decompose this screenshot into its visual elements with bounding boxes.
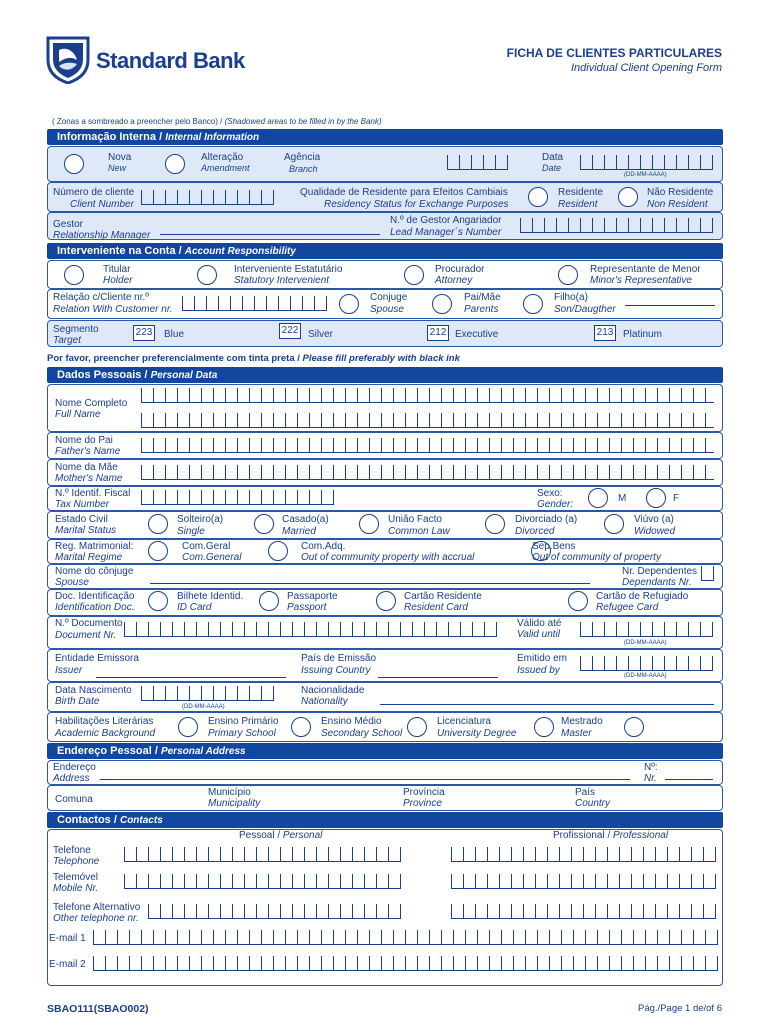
client-number-input[interactable]: [141, 190, 274, 205]
endereco-input[interactable]: [100, 779, 630, 780]
lead-manager-label: N.º de Gestor Angariador: [390, 215, 502, 226]
date-format: (DD-MM-AAAA): [624, 172, 667, 178]
nascimento-label: Data Nascimento: [55, 685, 132, 696]
com-geral-radio[interactable]: [148, 541, 168, 561]
nascimento-format: (DD-MM-AAAA): [182, 704, 225, 710]
nova-label: Nova: [108, 152, 132, 163]
licenciatura-radio[interactable]: [407, 717, 427, 737]
standard-bank-logo-shield-icon: [45, 36, 91, 84]
procurador-label: Procurador: [435, 264, 485, 275]
doc-id-label: Doc. Identificação: [55, 591, 135, 602]
bilhete-radio[interactable]: [148, 591, 168, 611]
uniao-radio[interactable]: [359, 514, 379, 534]
titular-radio[interactable]: [64, 265, 84, 285]
emitido-input[interactable]: [580, 656, 713, 671]
segment-code-silver[interactable]: 222: [279, 323, 301, 339]
estatutario-radio[interactable]: [197, 265, 217, 285]
tax-input[interactable]: [141, 490, 334, 505]
conjuge-label: Conjuge: [370, 292, 408, 303]
segment-code-platinum[interactable]: 213: [594, 325, 616, 341]
valido-format: (DD-MM-AAAA): [624, 640, 667, 646]
emissora-input[interactable]: [96, 677, 286, 678]
nacionalidade-label: Nacionalidade: [301, 685, 365, 696]
client-number-label: Número de cliente: [53, 187, 135, 198]
spouse-label: Nome do cônjuge: [55, 566, 134, 577]
municipio-label: Município: [208, 787, 251, 798]
telefone-profissional-input[interactable]: [451, 847, 716, 862]
telemovel-pessoal-input[interactable]: [124, 874, 401, 889]
solteiro-radio[interactable]: [148, 514, 168, 534]
agencia-label: Agência: [284, 152, 321, 163]
provincia-label: Província: [403, 787, 445, 798]
telemovel-label: Telemóvel: [53, 872, 99, 883]
sexo-m-radio[interactable]: [588, 488, 608, 508]
doc-nr-input[interactable]: [124, 622, 497, 637]
conjuge-radio[interactable]: [339, 294, 359, 314]
nao-residente-radio[interactable]: [618, 187, 638, 207]
pais-emissao-input[interactable]: [378, 677, 498, 678]
divorciado-radio[interactable]: [485, 514, 505, 534]
telemovel-profissional-input[interactable]: [451, 874, 716, 889]
alternativo-profissional-input[interactable]: [451, 904, 716, 919]
telefone-pessoal-input[interactable]: [124, 847, 401, 862]
regime-label: Reg. Matrimonial:: [55, 541, 134, 552]
email1-label: E-mail 1: [49, 933, 86, 944]
filho-input[interactable]: [625, 305, 715, 306]
tax-label: N.º Identif. Fiscal: [55, 488, 131, 499]
segmento-label: Segmento: [53, 324, 99, 335]
segment-code-blue[interactable]: 223: [133, 325, 155, 341]
full-name-input-1[interactable]: [141, 388, 714, 403]
lead-manager-input[interactable]: [520, 218, 713, 233]
full-name-input-2[interactable]: [141, 413, 714, 428]
sexo-f-label: F: [673, 493, 680, 504]
father-input[interactable]: [141, 438, 714, 453]
father-label: Nome do Pai: [55, 435, 113, 446]
emitido-format: (DD-MM-AAAA): [624, 673, 667, 679]
mother-input[interactable]: [141, 465, 714, 480]
passaporte-radio[interactable]: [259, 591, 279, 611]
alternativo-label: Telefone Alternativo: [53, 902, 141, 913]
gestor-label: Gestor: [53, 219, 84, 230]
alteracao-label: Alteração: [201, 152, 244, 163]
alternativo-pessoal-input[interactable]: [148, 904, 401, 919]
filho-label: Filho(a): [554, 292, 588, 303]
nacionalidade-input[interactable]: [380, 704, 714, 705]
address-row-2: [47, 785, 723, 811]
dependents-input[interactable]: [701, 566, 714, 581]
segment-code-executive[interactable]: 212: [427, 325, 449, 341]
sexo-m-label: M: [618, 493, 627, 504]
shaded-note: ( Zonas a sombreado a preencher pelo Banco) / (Shadowed areas to be filled in by the Bank): [52, 117, 382, 126]
contacts-header: Contactos / Contacts: [47, 812, 723, 828]
personal-data-header: Dados Pessoais / Personal Data: [47, 367, 723, 383]
nascimento-input[interactable]: [141, 686, 274, 701]
emissora-label: Entidade Emissora: [55, 653, 139, 664]
com-adq-radio[interactable]: [268, 541, 288, 561]
profissional-header: Profissional / Professional: [553, 830, 669, 841]
segment-label-executive: Executive: [455, 329, 499, 340]
mestrado-extra-radio[interactable]: [624, 717, 644, 737]
email1-input[interactable]: [93, 930, 718, 945]
gestor-input[interactable]: [160, 234, 380, 235]
valido-input[interactable]: [580, 622, 713, 637]
menor-radio[interactable]: [558, 265, 578, 285]
viuvo-radio[interactable]: [604, 514, 624, 534]
mestrado-radio[interactable]: [534, 717, 554, 737]
nao-residente-label: Não Residente: [647, 187, 714, 198]
pais-label: País: [575, 787, 596, 798]
cartao-residente-radio[interactable]: [376, 591, 396, 611]
full-name-label: Nome Completo: [55, 398, 128, 409]
date-input[interactable]: [580, 155, 713, 170]
filho-radio[interactable]: [523, 294, 543, 314]
valido-label: Válido até: [517, 618, 562, 629]
estatutario-label: Interveniente Estatutário: [234, 264, 343, 275]
ink-note: Por favor, preencher preferencialmente com tinta preta / Please fill preferably with black ink: [47, 353, 460, 364]
titular-label: Titular: [103, 264, 131, 275]
data-label: Data: [542, 152, 564, 163]
telefone-label: Telefone: [53, 845, 91, 856]
casado-radio[interactable]: [254, 514, 274, 534]
email2-label: E-mail 2: [49, 959, 86, 970]
form-code: SBAO111(SBAO002): [47, 1003, 149, 1015]
spouse-input[interactable]: [150, 583, 590, 584]
nr-label: Nº:: [644, 762, 658, 773]
relacao-label: Relação c/Cliente nr.º: [53, 292, 149, 303]
marital-label: Estado Civil: [55, 514, 108, 525]
email2-input[interactable]: [93, 956, 718, 971]
residente-label: Residente: [558, 187, 604, 198]
emitido-label: Emitido em: [517, 653, 568, 664]
segment-label-silver: Silver: [308, 329, 334, 340]
alteracao-radio[interactable]: [165, 154, 185, 174]
page-number: Pág./Page 1 de/of 6: [638, 1003, 722, 1014]
pai-mae-radio[interactable]: [432, 294, 452, 314]
sexo-label: Sexo:: [537, 488, 563, 499]
relacao-input[interactable]: [182, 296, 327, 311]
doc-nr-label: N.º Documento: [55, 618, 123, 629]
mother-label: Nome da Mãe: [55, 462, 118, 473]
segment-label-blue: Blue: [164, 329, 185, 340]
residency-label: Qualidade de Residente para Efeitos Cambiais: [300, 187, 508, 198]
menor-label: Representante de Menor: [590, 264, 701, 275]
procurador-radio[interactable]: [404, 265, 424, 285]
sexo-f-radio[interactable]: [646, 488, 666, 508]
comuna-label: Comuna: [55, 794, 93, 805]
form-subtitle: Individual Client Opening Form: [570, 62, 722, 74]
address-row-1: [47, 760, 723, 785]
habilitacoes-label: Habilitações Literárias: [55, 716, 154, 727]
endereco-label: Endereço: [53, 762, 96, 773]
pai-mae-label: Pai/Mãe: [464, 292, 501, 303]
cartao-refugiado-radio[interactable]: [568, 591, 588, 611]
form-title: FICHA DE CLIENTES PARTICULARES: [506, 46, 722, 60]
personal-address-header: Endereço Pessoal / Personal Address: [47, 743, 723, 759]
nova-radio[interactable]: [64, 154, 84, 174]
dependents-label: Nr. Dependentes: [622, 566, 698, 577]
internal-info-header: Informação Interna / Internal Information: [47, 129, 723, 145]
residente-radio[interactable]: [528, 187, 548, 207]
brand-name: Standard Bank: [96, 48, 245, 73]
account-responsibility-header: Interveniente na Conta / Account Responsibility: [47, 243, 723, 259]
agencia-input[interactable]: [447, 155, 508, 170]
nr-input[interactable]: [665, 779, 713, 780]
medio-radio[interactable]: [291, 717, 311, 737]
primario-radio[interactable]: [178, 717, 198, 737]
segment-label-platinum: Platinum: [623, 329, 662, 340]
pais-emissao-label: País de Emissão: [301, 653, 377, 664]
pessoal-header: Pessoal / Personal: [239, 830, 323, 841]
